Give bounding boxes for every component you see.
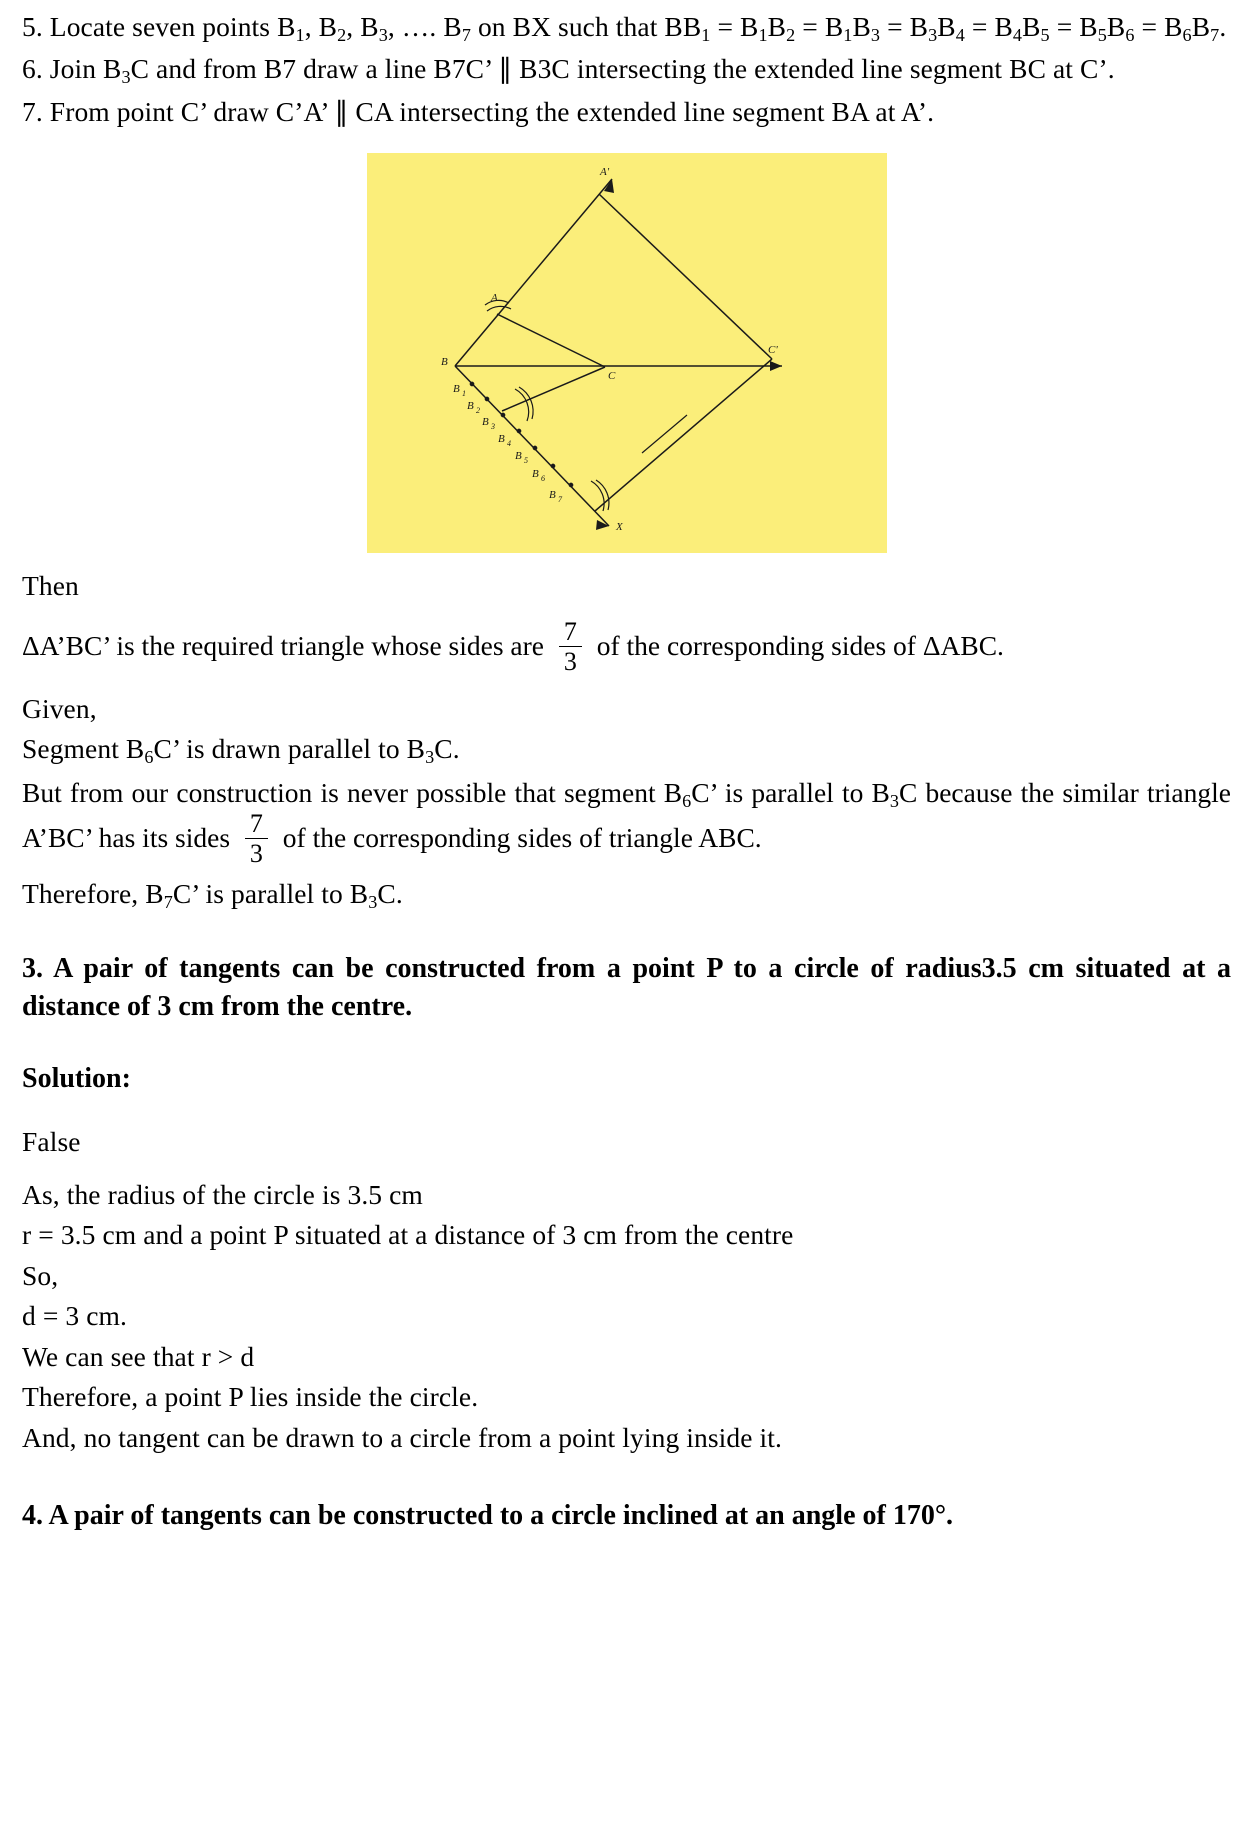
body-line: So, [22,1259,59,1291]
body-line: And, no tangent can be drawn to a circle from a point lying inside it. [22,1421,782,1453]
construction-pre: But from our construction is never possible that segment $B_6C$’ is parallel to $B_3C$ because the similar triangle A’BC’ has its sides [22,776,1231,853]
label-c-prime: C' [767,344,778,357]
construction-post: of the corresponding sides of triangle ABC. [282,821,762,853]
then-label: Then [22,570,79,602]
svg-text:7: 7 [557,495,562,505]
figure-container [22,153,1231,553]
fraction-numerator: 7 [249,808,263,838]
construction-statement [22,777,1231,870]
required-triangle-statement [22,616,1231,678]
svg-text:5: 5 [523,456,528,466]
question-3-heading: 3. A pair of tangents can be constructed from a point P to a circle of radius3.5 cm situated at a distance of 3 cm from the centre. [22,952,1231,1023]
label-b1: B [452,383,460,396]
fraction-denominator: 3 [563,647,577,677]
svg-text:3: 3 [490,422,495,432]
label-a-prime: A' [599,166,609,179]
therefore-line: Therefore, $B_7C$’ is parallel to $B_3C$. [22,878,403,913]
fraction-seven-thirds-1 [559,618,582,676]
label-b2: B [466,400,474,413]
question-4-heading: 4. A pair of tangents can be constructed to a circle inclined at an angle of 170°. [22,1500,954,1532]
label-b5: B [514,450,522,463]
answer-false: False [22,1126,81,1158]
fraction-seven-thirds-2 [245,810,268,868]
label-c: C [607,370,615,383]
body-line: We can see that r > d [22,1340,255,1372]
step-7-text: 7. From point C’ draw C’A’ ∥ CA intersecting the extended line segment BA at A’. [22,95,935,127]
label-b4: B [497,433,505,446]
svg-text:4: 4 [506,439,511,449]
step-5-text: 5. Locate seven points $B_1$, $B_2$, $B_3$, …. $B_7$ on BX such that $BB_1 = B_1B_2 = B_1B_3 = B_3B_4 = B_4B_5 = B_5B_6 = B_6B_7$. [22,11,1227,46]
geometry-construction-figure [367,153,887,553]
label-b3: B [481,416,489,429]
required-triangle-pre: ΔA’BC’ is the required triangle whose sides are [22,630,544,662]
figure-svg [367,153,887,553]
fraction-numerator: 7 [563,616,577,646]
label-a: A [490,292,498,305]
required-triangle-post: of the corresponding sides of ΔABC. [596,630,1004,662]
label-b6: B [531,468,539,481]
given-segment-line: Segment $B_6C$’ is drawn parallel to $B_3C$. [22,733,460,768]
body-line: As, the radius of the circle is 3.5 cm [22,1178,423,1210]
given-label: Given, [22,692,97,724]
body-line: Therefore, a point P lies inside the circle. [22,1381,479,1413]
label-x: X [615,521,623,534]
svg-text:6: 6 [540,474,545,484]
label-b: B [440,356,448,369]
svg-text:1: 1 [461,389,466,399]
label-b7: B [548,489,556,502]
svg-text:2: 2 [475,406,480,416]
fraction-denominator: 3 [249,838,263,868]
body-line: d = 3 cm. [22,1300,128,1332]
question-3-body [22,1176,1231,1458]
solution-label: Solution: [22,1062,131,1094]
body-line: r = 3.5 cm and a point P situated at a distance of 3 cm from the centre [22,1219,794,1251]
step-6-text: 6. Join $B_3C$ and from B7 draw a line B7C’ ∥ B3C intersecting the extended line segment BC at C’. [22,53,1115,88]
